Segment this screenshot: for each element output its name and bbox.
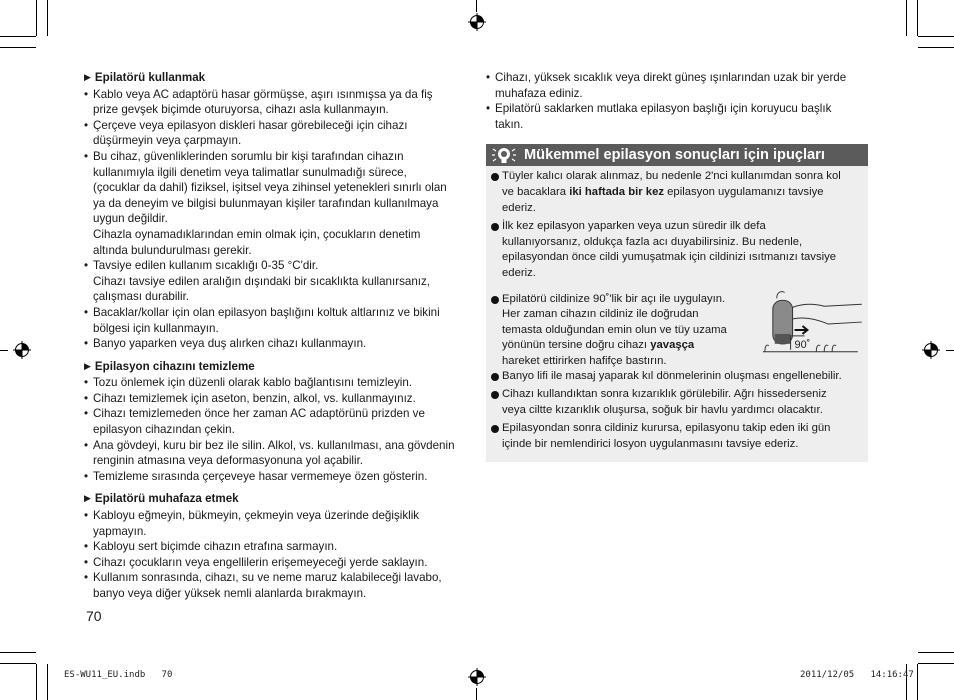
- section-storage: [84, 491, 468, 601]
- tip-item: Epilatörü cildinize 90˚'lik bir açı ile uygulayın. Her zaman cihazın cildiniz ile doğrudan temasta olduğundan emin olun ve tüy uzama yönünün tersine doğru cihazı yavaşça hareket ettirirken hafifçe bastırın. 90˚: [490, 292, 864, 370]
- round-bullet-icon: [491, 296, 499, 304]
- round-bullet-icon: [491, 425, 499, 433]
- round-bullet-icon: [491, 373, 499, 381]
- list-item: • Kullanım sonrasında, cihazı, su ve neme maruz kalabileceği lavabo, banyo veya diğer yüksek nemli alanlarda bırakmayın.: [84, 570, 468, 601]
- crop-mark: [476, 0, 477, 12]
- registration-mark-icon: [468, 668, 486, 686]
- crop-mark: [36, 664, 37, 700]
- lightbulb-tip-icon: [490, 145, 518, 165]
- crop-mark: [0, 47, 36, 48]
- bullet-list: [84, 375, 468, 484]
- left-column: [84, 70, 468, 609]
- round-bullet-icon: [491, 223, 499, 231]
- list-item: • Epilatörü saklarken mutlaka epilasyon başlığı için koruyucu başlık takın.: [486, 101, 868, 132]
- crop-mark: [917, 0, 918, 36]
- bullet-list: [486, 70, 868, 132]
- crop-mark: [918, 652, 954, 653]
- crop-mark: [47, 0, 48, 36]
- angle-label: 90˚: [794, 338, 811, 351]
- list-item: • Kabloyu eğmeyin, bükmeyin, çekmeyin veya üzerinde değişiklik yapmayın.: [84, 508, 468, 539]
- list-item: • Tavsiye edilen kullanım sıcaklığı 0-35 °C'dir. Cihazı tavsiye edilen aralığın dışındaki bir sıcaklıkta kullanırsanız, çalışması durabilir.: [84, 258, 468, 305]
- crop-mark: [0, 663, 36, 664]
- round-bullet-icon: [491, 391, 499, 399]
- registration-mark-icon: [922, 341, 940, 359]
- list-item: • Banyo yaparken veya duş alırken cihazı kullanmayın.: [84, 336, 468, 352]
- list-item: • Cihazı, yüksek sıcaklık veya direkt güneş ışınlarından uzak bir yerde muhafaza ediniz.: [486, 70, 868, 101]
- list-item: • Tozu önlemek için düzenli olarak kablo bağlantısını temizleyin.: [84, 375, 468, 391]
- crop-mark: [918, 663, 954, 664]
- registration-mark-icon: [468, 13, 486, 31]
- list-item: • Ana gövdeyi, kuru bir bez ile silin. Alkol, vs. kullanılması, ana gövdenin renginin atmasına veya deformasyonuna yol açabilir.: [84, 438, 468, 469]
- crop-mark: [917, 664, 918, 700]
- list-item: • Kablo veya AC adaptörü hasar görmüşse, aşırı ısınmışsa ya da fiş prize gevşek biçimde oturuyorsa, cihazı asla kullanmayın.: [84, 87, 468, 118]
- list-item: • Bacaklar/kollar için olan epilasyon başlığını koltuk altlarınız ve bikini bölgesi için kullanmayın.: [84, 305, 468, 336]
- epilator-angle-illustration: [755, 286, 864, 370]
- crop-mark: [47, 664, 48, 700]
- page-number: 70: [86, 608, 102, 624]
- list-item: • Kabloyu sert biçimde cihazın etrafına sarmayın.: [84, 539, 468, 555]
- crop-mark: [0, 350, 8, 351]
- footer-file-info: ES-WU11_EU.indb 70: [64, 670, 173, 680]
- tips-title: Mükemmel epilasyon sonuçları için ipuçları: [524, 146, 825, 163]
- tip-item: Tüyler kalıcı olarak alınmaz, bu nedenle 2'nci kullanımdan sonra kol ve bacaklara iki haftada bir kez epilasyon uygulamanızı tavsiye ederiz.: [490, 169, 864, 216]
- crop-mark: [946, 350, 954, 351]
- triangle-bullet-icon: ▶: [84, 493, 91, 504]
- section-heading: ▶ Epilatörü kullanmak: [84, 71, 206, 84]
- crop-mark: [36, 0, 37, 36]
- crop-mark: [0, 652, 36, 653]
- bullet-list: [84, 508, 468, 602]
- triangle-bullet-icon: ▶: [84, 360, 91, 371]
- tip-item: Cihazı kullandıktan sonra kızarıklık görülebilir. Ağrı hissederseniz veya ciltte kızarıklık oluşursa, soğuk bir havlu yardımcı olacaktır.: [490, 387, 864, 418]
- footer-timestamp: 2011/12/05 14:16:47: [800, 670, 914, 680]
- crop-mark: [476, 688, 477, 700]
- tip-item: Epilasyondan sonra cildiniz kurursa, epilasyonu takip eden iki gün içinde bir nemlendirici losyon uygulanmasını tavsiye ederiz.: [490, 421, 864, 452]
- bullet-list: [84, 87, 468, 352]
- list-item: • Temizleme sırasında çerçeveye hasar vermemeye özen gösterin.: [84, 469, 468, 485]
- section-heading: ▶ Epilasyon cihazını temizleme: [84, 359, 255, 373]
- tips-header: [486, 144, 868, 166]
- list-item: • Cihazı temizlemeden önce her zaman AC adaptörünü prizden ve epilasyon cihazından çekin.: [84, 406, 468, 437]
- list-item: • Cihazı çocukların veya engellilerin erişemeyeceği yerde saklayın.: [84, 555, 468, 571]
- registration-mark-icon: [13, 341, 31, 359]
- list-item: • Bu cihaz, güvenliklerinden sorumlu bir kişi tarafından cihazın kullanımıyla ilgili denetim veya talimatlar sunulmadığı sürece, (çocuklar da dahil) fiziksel, işitsel veya zihinsel yetenekleri sınırlı olan ya da deneyim ve bilgisi bulunmayan kişiler tarafından kullanılmaya uygun değildir. Cihazla oynamadıklarından emin olmak için, çocukların denetim altında bulundurulması gerekir.: [84, 149, 468, 258]
- crop-mark: [906, 0, 907, 36]
- crop-mark: [0, 36, 36, 37]
- round-bullet-icon: [491, 173, 499, 181]
- tips-box: [486, 144, 868, 461]
- section-heading: ▶ Epilatörü muhafaza etmek: [84, 492, 239, 506]
- list-item: • Cihazı temizlemek için aseton, benzin, alkol, vs. kullanmayınız.: [84, 391, 468, 407]
- tip-item: Banyo lifi ile masaj yaparak kıl dönmelerinin oluşması engellenebilir.: [490, 369, 864, 385]
- tips-list: [486, 166, 868, 461]
- triangle-bullet-icon: ▶: [84, 72, 91, 82]
- section-using: [84, 70, 468, 352]
- crop-mark: [918, 47, 954, 48]
- section-cleaning: [84, 359, 468, 485]
- tip-item: İlk kez epilasyon yaparken veya uzun süredir ilk defa kullanıyorsanız, oldukça fazla acı duyabilirsiniz. Bu nedenle, epilasyondan önce cildi yumuşatmak için cildinizi ısıtmanızı tavsiye ederiz.: [490, 219, 864, 281]
- crop-mark: [918, 36, 954, 37]
- list-item: • Çerçeve veya epilasyon diskleri hasar görebileceği için cihazı düşürmeyin veya çarpmayın.: [84, 118, 468, 149]
- right-column: [486, 70, 868, 462]
